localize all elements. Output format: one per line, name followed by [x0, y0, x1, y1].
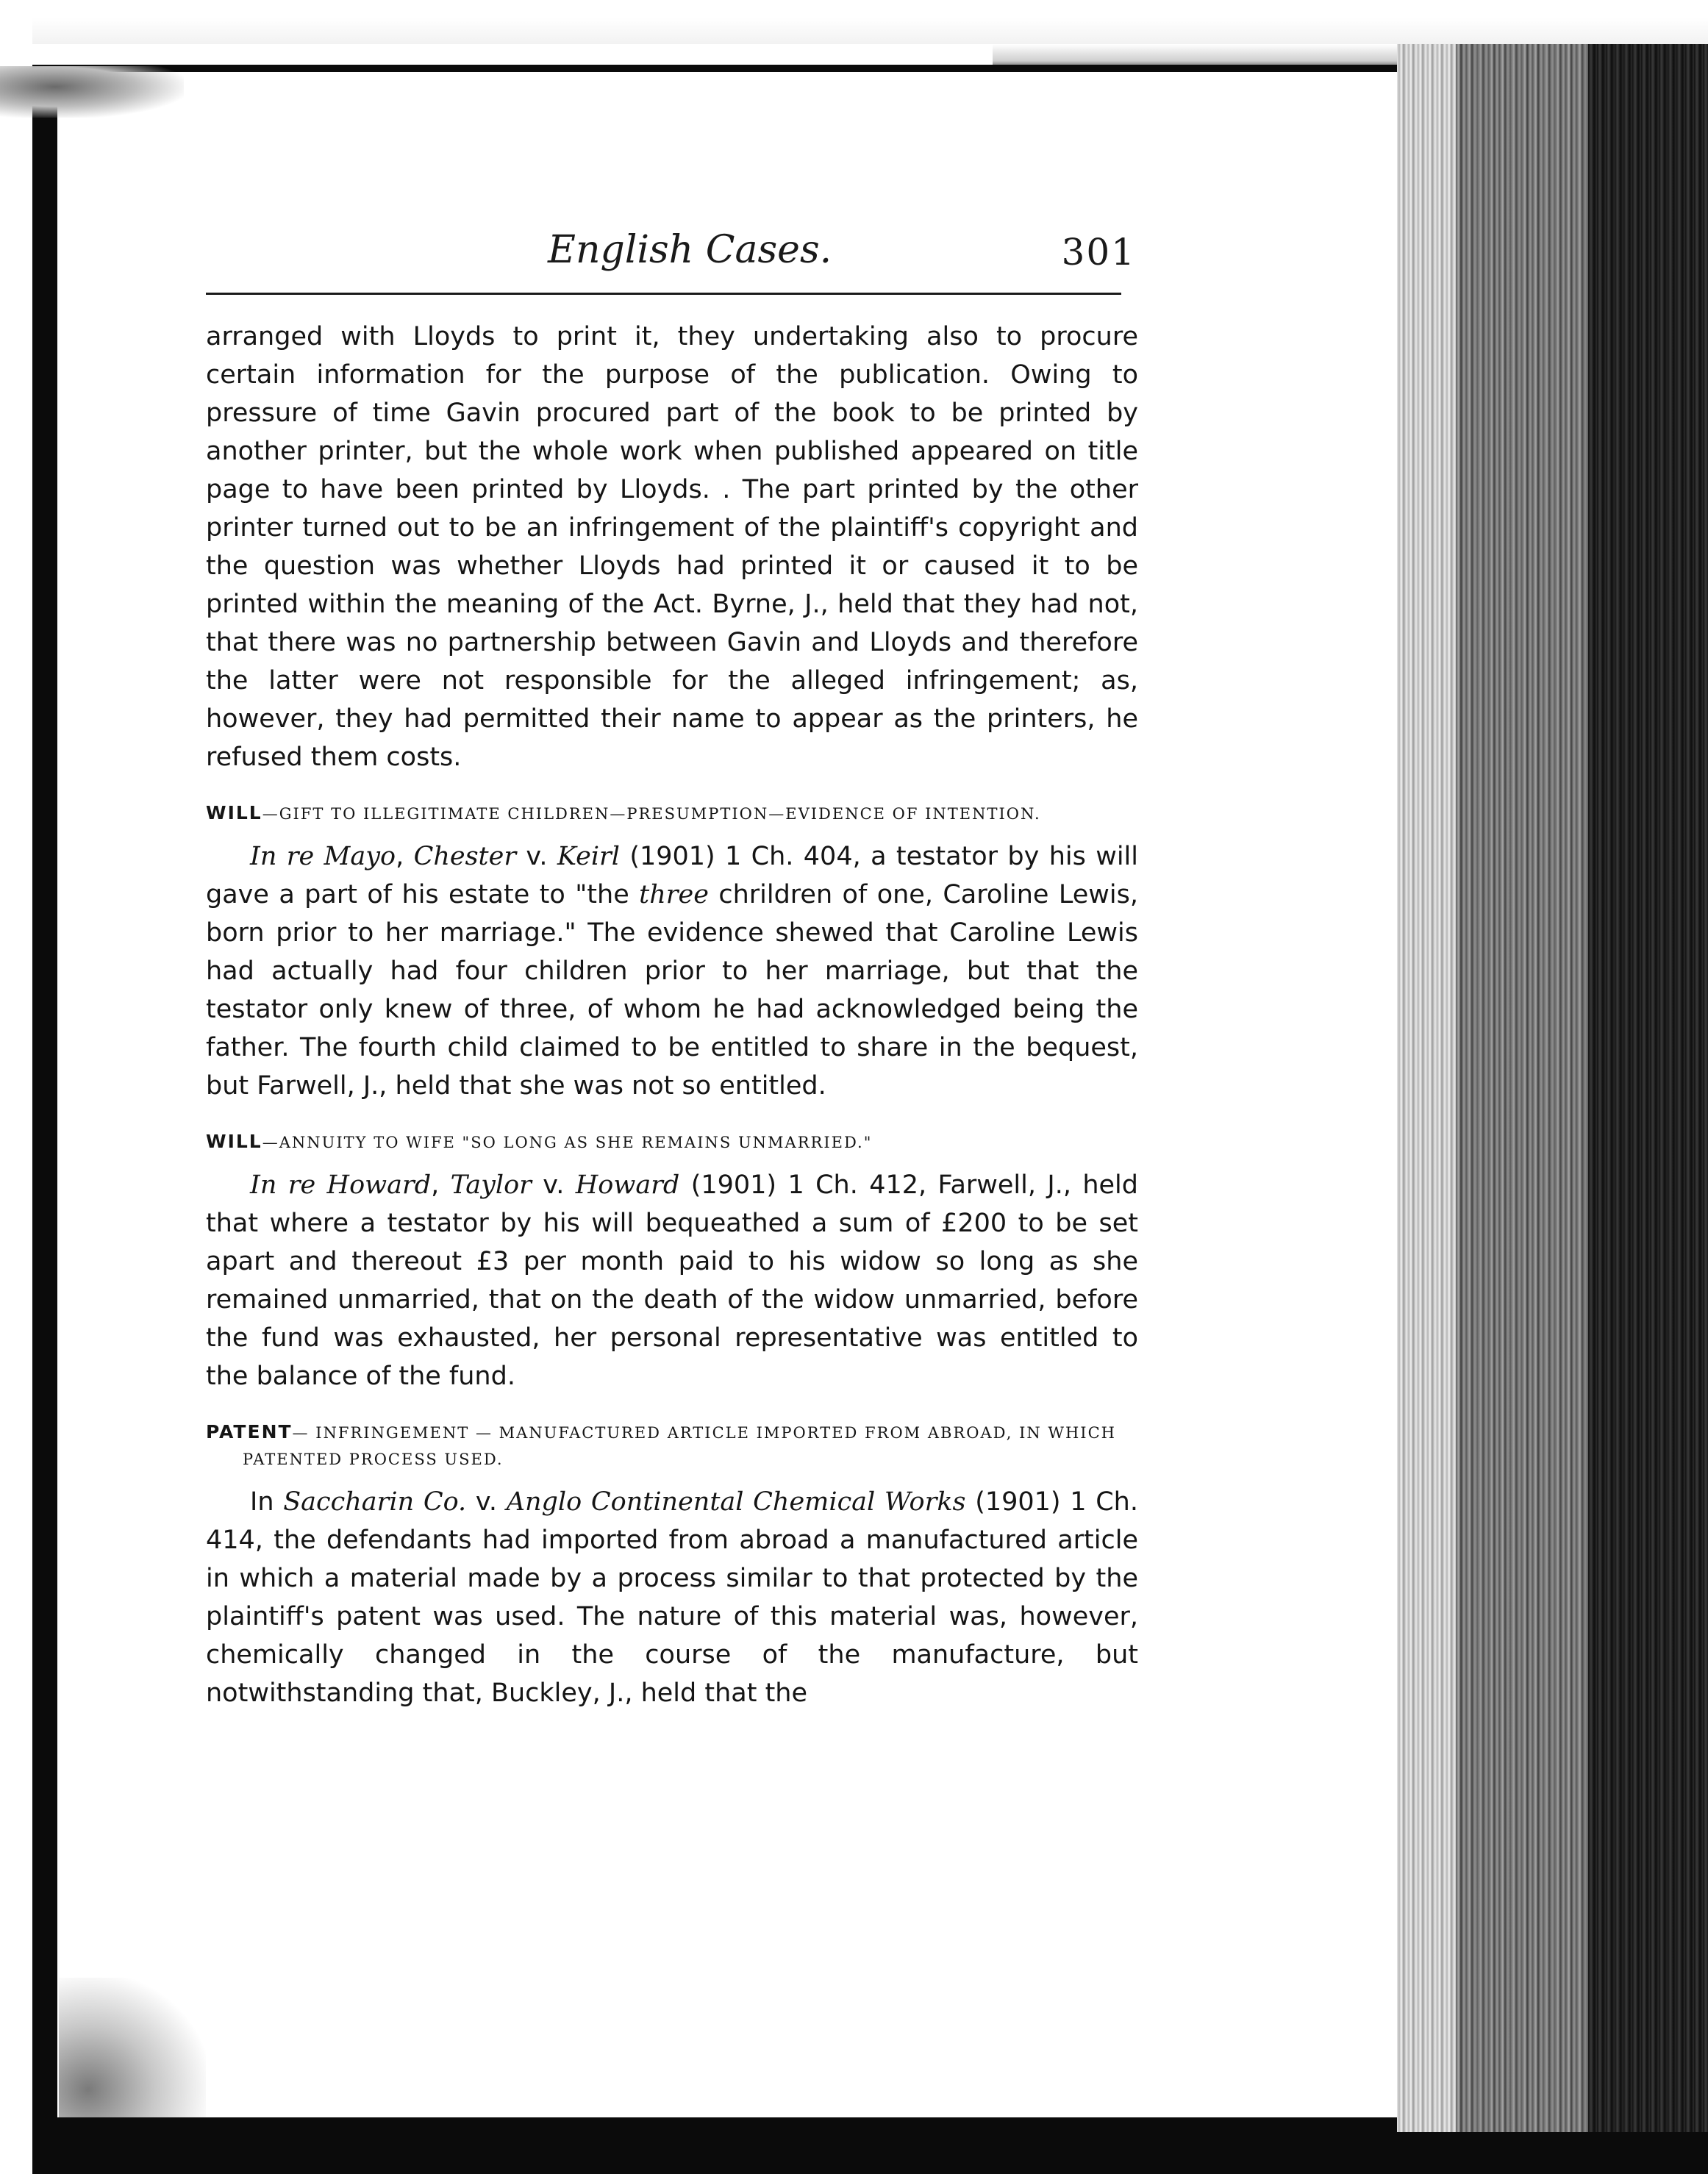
heading-text: — INFRINGEMENT — MANUFACTURED ARTICLE IMPORTED FROM ABROAD, IN WHICH PATENTED PROCESS USED.	[243, 1424, 1116, 1468]
case-name: In re Mayo	[250, 842, 396, 871]
case-name: Keirl	[557, 842, 620, 871]
text-run: ,	[396, 842, 414, 871]
running-head-title: English Cases.	[548, 228, 832, 272]
text-run: (1901) 1 Ch. 412, Farwell, J., held that where a testator by his will bequeathed a sum of £200 to be set apart and thereout £3 per month paid to his widow so long as she remained unmarried, that on the death of the widow unmarried, before the fund was exhausted, her personal representative was entitled to the balance of the fund.	[206, 1170, 1138, 1391]
paragraph-saccharin	[206, 1483, 1138, 1712]
case-name: In re Howard	[250, 1170, 432, 1200]
text-run: v.	[531, 1170, 576, 1200]
section-heading-patent	[206, 1419, 1138, 1473]
page-number: 301	[1061, 231, 1136, 273]
heading-text: —ANNUITY TO WIFE "SO LONG AS SHE REMAINS UNMARRIED."	[262, 1134, 873, 1151]
text-run: v.	[466, 1487, 507, 1517]
scan-top-smudge	[0, 66, 184, 118]
section-heading-will-annuity	[206, 1129, 1138, 1156]
text-run: v.	[516, 842, 557, 871]
paragraph-howard	[206, 1166, 1138, 1395]
running-head	[206, 228, 1136, 287]
case-name: Chester	[413, 842, 517, 871]
section-heading-will-gift	[206, 800, 1138, 827]
text-run: chrildren of one, Caroline Lewis, born prior to her marriage." The evidence shewed that Caroline Lewis had actually had four children prior to her marriage, but that the testator only knew of three, of whom he had acknowledged being the father. The fourth child claimed to be entitled to share in the bequest, but Farwell, J., held that she was not so entitled.	[206, 880, 1138, 1101]
text-run: (1901) 1 Ch. 404, a testator by his will gave a part of his estate to "the	[206, 842, 1138, 909]
page-block-binding	[1588, 44, 1708, 2132]
heading-text: —GIFT TO ILLEGITIMATE CHILDREN—PRESUMPTION—EVIDENCE OF INTENTION.	[262, 805, 1041, 823]
running-head-rule	[206, 293, 1121, 295]
scan-bottom-smudge	[59, 1978, 206, 2117]
heading-lead: PATENT	[206, 1421, 293, 1442]
scan-top-margin	[32, 0, 1708, 44]
paragraph-mayo	[206, 837, 1138, 1105]
heading-lead: WILL	[206, 802, 262, 823]
emphasis: three	[639, 880, 709, 909]
page-body	[206, 318, 1138, 1712]
text-run: ,	[431, 1170, 451, 1200]
paragraph-lloyds: arranged with Lloyds to print it, they undertaking also to procure certain information for the purpose of the publication. Owing to pressure of time Gavin procured part of the book to be printed by another printer, but the whole work when published appeared on title page to have been printed by Lloyds. . The part printed by the other printer turned out to be an infringement of the plaintiff's copyright and the question was whether Lloyds had printed it or caused it to be printed within the meaning of the Act. Byrne, J., held that they had not, that there was no partnership between Gavin and Lloyds and therefore the latter were not responsible for the alleged infringement; as, however, they had permitted their name to appear as the printers, he refused them costs.	[206, 322, 1138, 772]
case-name: Howard	[575, 1170, 680, 1200]
scan-left-edge	[32, 66, 57, 2169]
heading-lead: WILL	[206, 1131, 262, 1152]
scan-top-edge	[32, 65, 1466, 72]
case-name: Saccharin Co.	[283, 1487, 467, 1517]
case-name: Taylor	[450, 1170, 532, 1200]
text-run: (1901) 1 Ch. 414, the defendants had imported from abroad a manufactured article in which a material made by a process similar to that protected by the plaintiff's patent was used. The nature of this material was, however, chemically changed in the course of the manufacture, but notwithstanding that, Buckley, J., held that the	[206, 1487, 1138, 1708]
case-name: Anglo Continental Chemical Works	[506, 1487, 966, 1517]
text-run: In	[250, 1487, 284, 1517]
